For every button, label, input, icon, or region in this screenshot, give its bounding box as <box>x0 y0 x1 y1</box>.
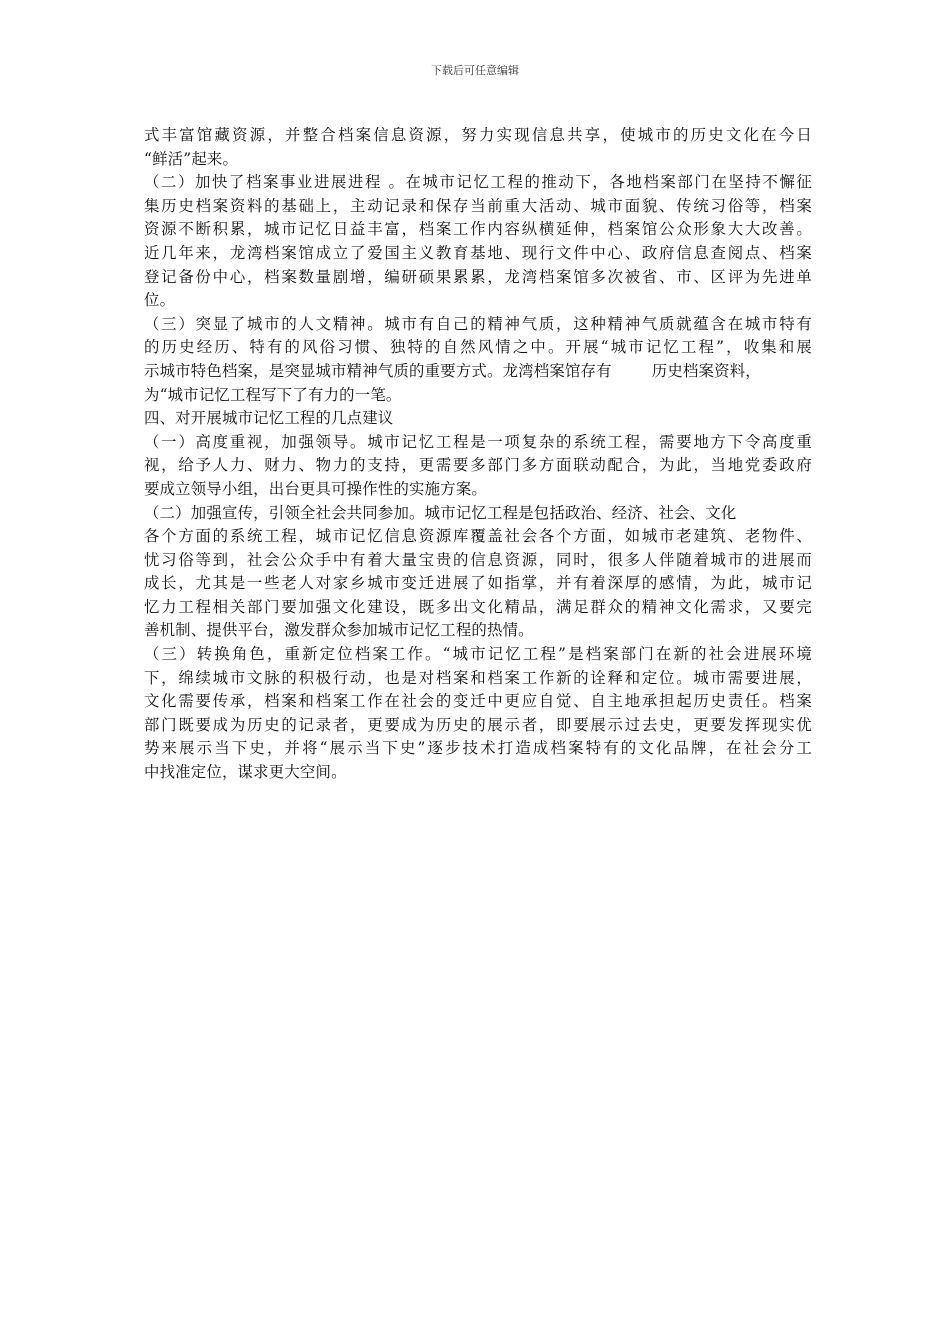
body-line: 中找准定位，谋求更大空间。 <box>144 763 347 782</box>
body-line: （三）突显了城市的人文精神。城市有自己的精神气质，这种精神气质就蕴含在城市特有 <box>144 314 812 333</box>
body-line: 位。 <box>144 291 176 310</box>
body-line: 视，给予人力、财力、物力的支持，更需要多部门多方面联动配合，为此，当地党委政府 <box>144 456 812 475</box>
body-line: 近几年来，龙湾档案馆成立了爱国主义教育基地、现行文件中心、政府信息查阅点、档案 <box>144 243 812 262</box>
body-line: 忧习俗等到，社会公众手中有着大量宝贵的信息资源，同时，很多人伴随着城市的进展而 <box>144 550 812 569</box>
body-line: 忆力工程相关部门要加强文化建设，既多出文化精品，满足群众的精神文化需求，又要完 <box>144 597 812 616</box>
body-line: （三）转换角色，重新定位档案工作。“城市记忆工程”是档案部门在新的社会进展环境 <box>144 645 812 664</box>
header-note: 下载后可任意编辑 <box>431 64 519 77</box>
body-line: 的历史经历、特有的风俗习惯、独特的自然风情之中。开展“城市记忆工程”，收集和展 <box>144 338 812 357</box>
body-line: 部门既要成为历史的记录者，更要成为历史的展示者，即要展示过去史，更要发挥现实优 <box>144 715 812 734</box>
body-line: 下，绵续城市文脉的积极行动，也是对档案和档案工作新的诠释和定位。城市需要进展， <box>144 668 812 687</box>
body-line: 式丰富馆藏资源，并整合档案信息资源，努力实现信息共享，使城市的历史文化在今日 <box>144 126 812 144</box>
body-line: 各个方面的系统工程，城市记忆信息资源库覆盖社会各个方面，如城市老建筑、老物件、 <box>144 527 812 546</box>
body-line-part-a: 示城市特色档案，是突显城市精神气质的重要方式。龙湾档案馆存有 <box>144 361 612 380</box>
body-line: （一）高度重视，加强领导。城市记忆工程是一项复杂的系统工程，需要地方下令高度重 <box>144 432 812 451</box>
body-line: （二）加快了档案事业进展进程 。在城市记忆工程的推动下，各地档案部门在坚持不懈征 <box>144 173 812 192</box>
body-line: 文化需要传承，档案和档案工作在社会的变迁中更应自觉、自主地承担起历史责任。档案 <box>144 692 812 711</box>
body-line: 资源不断积累，城市记忆日益丰富，档案工作内容纵横延伸，档案馆公众形象大大改善。 <box>144 220 812 239</box>
body-line: 要成立领导小组，出台更具可操作性的实施方案。 <box>144 479 487 498</box>
body-line: （二）加强宣传，引领全社会共同参加。城市记忆工程是包括政治、经济、社会、文化 <box>144 503 737 522</box>
section-heading: 四、对开展城市记忆工程的几点建议 <box>144 409 394 428</box>
body-line-part-b: 历史档案资料， <box>651 361 761 380</box>
body-line: 成长，尤其是一些老人对家乡城市变迁进展了如指掌，并有着深厚的感情，为此，城市记 <box>144 574 812 593</box>
body-line-split <box>144 360 812 384</box>
document-body <box>144 124 812 785</box>
body-line: 登记备份中心，档案数量剧增，编研硕果累累，龙湾档案馆多次被省、市、区评为先进单 <box>144 267 812 286</box>
body-line: 集历史档案资料的基础上，主动记录和保存当前重大活动、城市面貌、传统习俗等，档案 <box>144 196 812 215</box>
body-line: “鲜活”起来。 <box>144 149 239 168</box>
body-line: 善机制、提供平台，激发群众参加城市记忆工程的热情。 <box>144 621 534 640</box>
body-line: 势来展示当下史，并将“展示当下史”逐步技术打造成档案特有的文化品牌，在社会分工 <box>144 739 812 758</box>
body-line: 为“城市记忆工程写下了有力的一笔。 <box>144 385 402 404</box>
